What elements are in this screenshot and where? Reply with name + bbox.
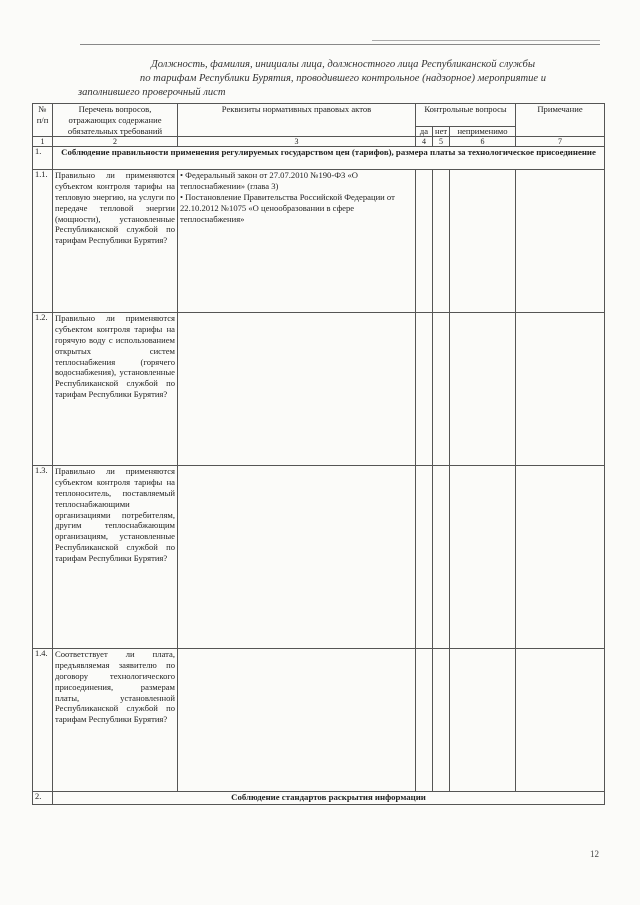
answer-na-cell[interactable] [450, 313, 516, 466]
notes-cell[interactable] [516, 170, 605, 313]
col-number: 6 [450, 137, 516, 147]
answer-no-cell[interactable] [433, 466, 450, 649]
table-row [33, 466, 605, 649]
header-no: нет [433, 126, 450, 137]
row-question: Правильно ли применяются субъектом контроля тарифы на тепловую энергию, на услуги по передаче тепловой энергии (мощности), установленные Республиканской службой по тарифам Республики Бурятия? [53, 170, 178, 313]
answer-yes-cell[interactable] [416, 466, 433, 649]
notes-cell[interactable] [516, 313, 605, 466]
header-questions: Перечень вопросов, отражающих содержание обязательных требований [53, 104, 178, 137]
row-acts [178, 170, 416, 313]
section-number: 1. [33, 147, 53, 170]
col-number: 1 [33, 137, 53, 147]
caption-line-1: Должность, фамилия, инициалы лица, должностного лица Республиканской службы [151, 59, 535, 70]
notes-cell[interactable] [516, 649, 605, 792]
header-na: неприменимо [450, 126, 516, 137]
answer-no-cell[interactable] [433, 170, 450, 313]
answer-yes-cell[interactable] [416, 313, 433, 466]
legal-act: • Постановление Правительства Российской Федерации от 22.10.2012 №1075 «О ценообразовании в сфере теплоснабжения» [180, 191, 395, 224]
row-question: Правильно ли применяются субъектом контроля тарифы на горячую воду с использованием открытых систем теплоснабжения (горячего водоснабжения), установленные Республиканской службой по тарифам Республики Бурятия? [53, 313, 178, 466]
row-acts [178, 313, 416, 466]
section-row [33, 792, 605, 805]
caption-line-2: по тарифам Республики Бурятия, проводившего контрольное (надзорное) мероприятие и [139, 73, 547, 84]
row-question: Правильно ли применяются субъектом контроля тарифы на теплоноситель, поставляемый теплоснабжающими организациями потребителям, другим теплоснабжающим организациям, установленные Республиканской службой по тарифам Республики Бурятия? [53, 466, 178, 649]
signature-caption [78, 58, 608, 100]
header-notes: Примечание [516, 104, 605, 137]
table-row [33, 170, 605, 313]
header-yes: да [416, 126, 433, 137]
notes-cell[interactable] [516, 466, 605, 649]
col-number: 3 [178, 137, 416, 147]
answer-no-cell[interactable] [433, 649, 450, 792]
answer-no-cell[interactable] [433, 313, 450, 466]
section-title: Соблюдение правильности применения регулируемых государством цен (тарифов), размера платы за технологическое присоединение [53, 147, 605, 170]
row-acts [178, 466, 416, 649]
row-acts [178, 649, 416, 792]
answer-yes-cell[interactable] [416, 170, 433, 313]
row-number: 1.2. [33, 313, 53, 466]
answer-na-cell[interactable] [450, 466, 516, 649]
row-question: Соответствует ли плата, предъявляемая заявителю по договору технологического присоединения, размерам платы, установленной Республиканской службой по тарифам Республики Бурятия? [53, 649, 178, 792]
header-row [33, 104, 605, 127]
col-number: 2 [53, 137, 178, 147]
header-acts: Реквизиты нормативных правовых актов [178, 104, 416, 137]
signature-line [80, 44, 600, 45]
answer-yes-cell[interactable] [416, 649, 433, 792]
table-row [33, 649, 605, 792]
header-num: № п/п [33, 104, 53, 137]
answer-na-cell[interactable] [450, 649, 516, 792]
checklist-table [32, 103, 605, 805]
caption-line-3: заполнившего проверочный лист [78, 87, 226, 98]
col-number: 5 [433, 137, 450, 147]
col-number: 7 [516, 137, 605, 147]
col-number: 4 [416, 137, 433, 147]
header-control: Контрольные вопросы [416, 104, 516, 127]
top-rule-short [372, 40, 600, 41]
row-number: 1.4. [33, 649, 53, 792]
section-row [33, 147, 605, 170]
page-number: 12 [590, 849, 599, 859]
table-row [33, 313, 605, 466]
section-number: 2. [33, 792, 53, 805]
row-number: 1.1. [33, 170, 53, 313]
column-number-row [33, 137, 605, 147]
row-number: 1.3. [33, 466, 53, 649]
section-title: Соблюдение стандартов раскрытия информации [53, 792, 605, 805]
legal-act: • Федеральный закон от 27.07.2010 №190-ФЗ «О теплоснабжении» (глава 3) [180, 170, 358, 192]
answer-na-cell[interactable] [450, 170, 516, 313]
